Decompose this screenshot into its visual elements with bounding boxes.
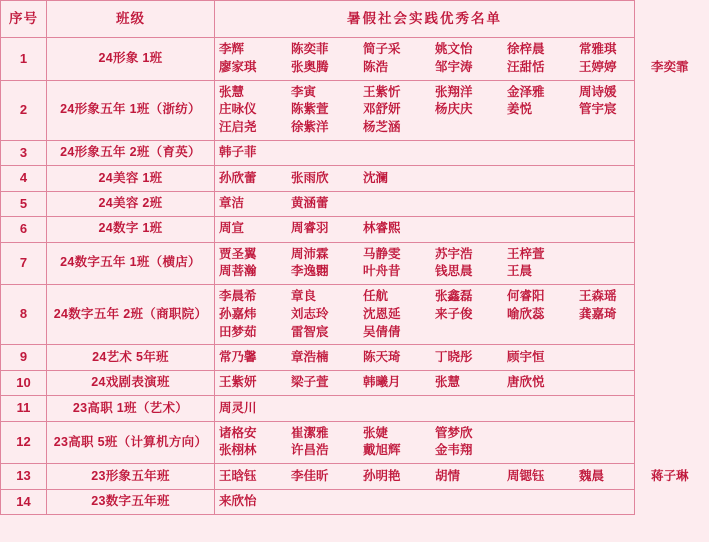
row-name-list: [215, 140, 635, 165]
student-name: 周诗媛: [579, 84, 617, 99]
row-index: 2: [1, 80, 47, 140]
student-name: 姜悦: [507, 102, 533, 117]
student-name: 章良: [291, 289, 317, 304]
student-name: 庄咏仪: [219, 102, 257, 117]
table-row: [1, 464, 635, 489]
row-index: 7: [1, 242, 47, 285]
row-name-list: [215, 489, 635, 514]
student-name: 孙嘉炜: [219, 306, 257, 321]
student-name: 王晨: [507, 264, 533, 279]
row-name-list: [215, 242, 635, 285]
table-row: [1, 217, 635, 242]
row-class-name: 23高职 1班（艺术）: [47, 396, 215, 421]
student-name: 刘志玲: [291, 306, 329, 321]
student-name: 张慧: [435, 375, 461, 390]
row-class-name: 24美容 2班: [47, 191, 215, 216]
student-name: 林睿熙: [363, 221, 401, 236]
name-line: [219, 195, 630, 213]
student-name: 吴倩倩: [363, 324, 401, 339]
student-name: 许昌浩: [291, 443, 329, 458]
student-name: 陈天琦: [363, 349, 401, 364]
table-row: [1, 489, 635, 514]
name-line: [219, 246, 630, 264]
table-row: [1, 242, 635, 285]
student-name: 来欣怡: [219, 493, 257, 508]
row-class-name: 24形象五年 1班（浙纺）: [47, 80, 215, 140]
student-name: 孙明艳: [363, 468, 401, 483]
student-name: 李辉: [219, 42, 245, 56]
table-row: [1, 140, 635, 165]
student-name: 张雨欣: [291, 170, 329, 185]
student-name: 丁晓彤: [435, 349, 473, 364]
student-name: 王紫妍: [219, 375, 257, 390]
row-class-name: 23高职 5班（计算机方向）: [47, 421, 215, 464]
student-name: 周宣: [219, 221, 245, 236]
row-index: 13: [1, 464, 47, 489]
student-name: 常雅琪: [579, 42, 617, 56]
student-name: 管梦欣: [435, 425, 473, 440]
row-name-list: [215, 421, 635, 464]
student-name: 周锶钰: [507, 468, 545, 483]
row-class-name: 23数字五年班: [47, 489, 215, 514]
row-index: 14: [1, 489, 47, 514]
name-line: [219, 324, 630, 342]
row-name-list: [215, 464, 689, 489]
student-name: 徐紫洋: [291, 120, 329, 134]
student-name: 田梦茹: [219, 324, 257, 339]
name-line: [219, 263, 630, 281]
row-class-name: 24数字 1班: [47, 217, 215, 242]
student-name: 王森瑶: [579, 289, 617, 304]
student-name: 王梓萱: [507, 246, 545, 261]
student-name: 魏晨: [579, 468, 605, 483]
row-index: 1: [1, 38, 47, 81]
name-line: [219, 170, 630, 188]
student-name: 李寅: [291, 84, 317, 99]
student-name: 崔潔雅: [291, 425, 329, 440]
row-class-name: 24数字五年 2班（商职院）: [47, 285, 215, 345]
student-name: 马静雯: [363, 246, 401, 261]
header-names: 暑假社会实践优秀名单: [215, 1, 635, 38]
student-name: 周灵川: [219, 400, 257, 415]
name-line: [219, 306, 630, 324]
header-class: 班级: [47, 1, 215, 38]
table-row: [1, 80, 635, 140]
row-index: 10: [1, 370, 47, 395]
header-index: 序号: [1, 1, 47, 38]
student-name: 王紫忻: [363, 84, 401, 99]
row-class-name: 24数字五年 1班（横店）: [47, 242, 215, 285]
student-name: 金韦翔: [435, 443, 473, 458]
table-body: [1, 38, 689, 515]
student-name: 韩子菲: [219, 145, 257, 160]
student-name: 姚文怡: [435, 42, 473, 56]
student-name: 周沛霖: [291, 246, 329, 261]
name-line: [219, 84, 630, 102]
student-name: 张翔洋: [435, 84, 473, 99]
student-name: 戴旭辉: [363, 443, 401, 458]
student-name: 钱思晨: [435, 264, 473, 279]
student-name: 王婷婷: [579, 59, 617, 74]
student-name: 任航: [363, 289, 389, 304]
student-name: 张奥腾: [291, 59, 329, 74]
student-name: 陈奕菲: [291, 42, 329, 56]
name-line: [219, 374, 630, 392]
student-name: 雷智宸: [291, 324, 329, 339]
student-name: 金泽雅: [507, 84, 545, 99]
student-name: 沈澜: [363, 170, 389, 185]
student-name: 汪启尧: [219, 120, 257, 134]
student-name: 管宇宸: [579, 102, 617, 117]
student-name: 张鑫磊: [435, 289, 473, 304]
student-name: 李逸翾: [291, 264, 329, 279]
student-name: 龚嘉琦: [579, 306, 617, 321]
student-name: 常乃馨: [219, 349, 257, 364]
student-name: 沈恩延: [363, 306, 401, 321]
row-name-list: [215, 217, 635, 242]
name-line: [219, 400, 630, 418]
student-name: 张慧: [219, 84, 245, 99]
student-name: 张婕: [363, 425, 389, 440]
student-name: 简子采: [363, 42, 401, 56]
row-index: 3: [1, 140, 47, 165]
row-index: 12: [1, 421, 47, 464]
row-name-list: [215, 285, 635, 345]
name-line: [219, 59, 689, 77]
student-name: 苏宇浩: [435, 246, 473, 261]
name-line: [219, 41, 630, 59]
row-name-list: [215, 396, 635, 421]
row-index: 11: [1, 396, 47, 421]
row-index: 4: [1, 166, 47, 191]
table-row: [1, 285, 635, 345]
student-name: 廖家琪: [219, 59, 257, 74]
name-line: [219, 468, 689, 486]
student-name: 杨庆庆: [435, 102, 473, 117]
name-line: [219, 220, 630, 238]
table-header: [1, 1, 635, 38]
student-name: 何睿阳: [507, 289, 545, 304]
student-name: 章浩楠: [291, 349, 329, 364]
table-row: [1, 370, 635, 395]
row-name-list: [215, 38, 689, 81]
student-name: 周睿羽: [291, 221, 329, 236]
table-row: [1, 191, 635, 216]
row-index: 8: [1, 285, 47, 345]
row-class-name: 24戏剧表演班: [47, 370, 215, 395]
student-name: 王晗钰: [219, 468, 257, 483]
name-line: [219, 349, 630, 367]
student-name: 贾圣翼: [219, 246, 257, 261]
student-name: 韩曦月: [363, 375, 401, 390]
name-line: [219, 144, 630, 162]
name-line: [219, 101, 630, 119]
row-name-list: [215, 370, 635, 395]
row-class-name: 24形象 1班: [47, 38, 215, 81]
student-name: 陈浩: [363, 59, 389, 74]
row-name-list: [215, 80, 635, 140]
name-line: [219, 119, 630, 137]
student-name: 徐梓晨: [507, 42, 545, 56]
name-line: [219, 288, 630, 306]
student-name: 梁子萱: [291, 375, 329, 390]
table-row: [1, 166, 635, 191]
row-index: 5: [1, 191, 47, 216]
student-name: 蒋子琳: [651, 468, 689, 483]
student-name: 顾宇恒: [507, 349, 545, 364]
student-name: 邓舒妍: [363, 102, 401, 117]
student-name: 胡情: [435, 468, 461, 483]
row-class-name: 24艺术 5年班: [47, 345, 215, 370]
student-name: 李奕霏: [651, 59, 689, 74]
header-row: [1, 1, 635, 38]
row-class-name: 24美容 1班: [47, 166, 215, 191]
row-class-name: 23形象五年班: [47, 464, 215, 489]
name-line: [219, 442, 630, 460]
table-row: [1, 38, 635, 81]
student-name: 章洁: [219, 196, 245, 210]
student-name: 孙欣蕾: [219, 170, 257, 185]
student-name: 李晨希: [219, 289, 257, 304]
student-name: 杨芝涵: [363, 120, 401, 134]
row-name-list: [215, 166, 635, 191]
row-index: 6: [1, 217, 47, 242]
table-row: [1, 396, 635, 421]
student-name: 周菩瀚: [219, 264, 257, 279]
student-name: 唐欣悦: [507, 375, 545, 390]
student-name: 汪甜恬: [507, 59, 545, 74]
table-row: [1, 421, 635, 464]
row-index: 9: [1, 345, 47, 370]
student-name: 喻欣蕊: [507, 306, 545, 321]
student-name: 来子俊: [435, 306, 473, 321]
student-name: 邹宇涛: [435, 59, 473, 74]
student-name: 叶舟昔: [363, 264, 401, 279]
table-row: [1, 345, 635, 370]
student-name: 张栩林: [219, 443, 257, 458]
student-name: 陈紫萱: [291, 102, 329, 117]
student-name: 黄涵蕾: [291, 196, 329, 210]
name-line: [219, 493, 630, 511]
student-name: 李佳昕: [291, 468, 329, 483]
row-class-name: 24形象五年 2班（育英）: [47, 140, 215, 165]
student-name: 诸格安: [219, 425, 257, 440]
row-name-list: [215, 345, 635, 370]
name-line: [219, 425, 630, 443]
row-name-list: [215, 191, 635, 216]
